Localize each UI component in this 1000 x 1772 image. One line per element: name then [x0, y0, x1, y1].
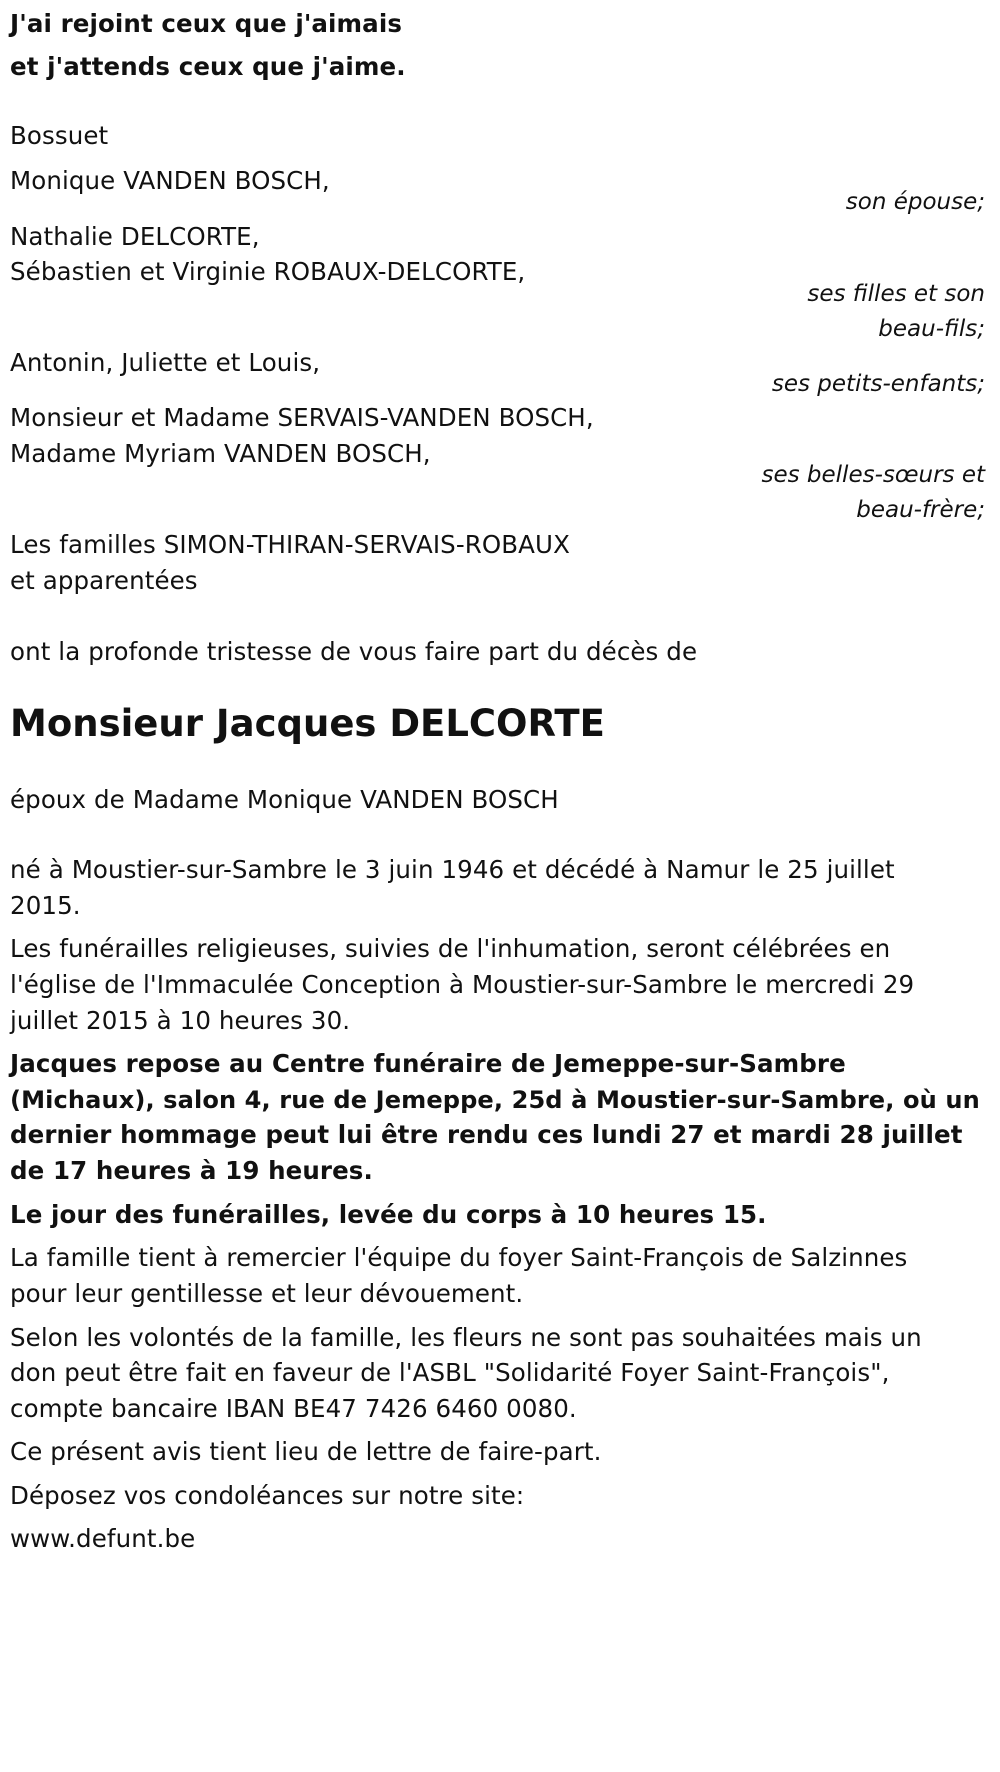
website-link[interactable]: www.defunt.be: [10, 1524, 196, 1553]
service-line-3: juillet 2015 à 10 heures 30.: [10, 1006, 351, 1035]
levee-du-corps: Le jour des funérailles, levée du corps à 10 heures 15.: [10, 1200, 767, 1229]
spouse-relation: son épouse;: [845, 189, 985, 215]
in-laws-line-1: Monsieur et Madame SERVAIS-VANDEN BOSCH,: [10, 403, 594, 432]
grandchildren-relation: ses petits-enfants;: [771, 371, 985, 397]
children-line-1: Nathalie DELCORTE,: [10, 222, 260, 251]
repose-line-3: dernier hommage peut lui être rendu ces lundi 27 et mardi 28 juillet: [10, 1120, 963, 1149]
deceased-name: Monsieur Jacques DELCORTE: [10, 702, 605, 745]
repose-line-1: Jacques repose au Centre funéraire de Jemeppe-sur-Sambre: [10, 1049, 846, 1078]
flowers-line-1: Selon les volontés de la famille, les fleurs ne sont pas souhaitées mais un: [10, 1323, 922, 1352]
notice-text: Ce présent avis tient lieu de lettre de faire-part.: [10, 1437, 602, 1466]
grandchildren-names: Antonin, Juliette et Louis,: [10, 348, 321, 377]
condolences-text: Déposez vos condoléances sur notre site:: [10, 1481, 525, 1510]
thanks-line-2: pour leur gentillesse et leur dévouement.: [10, 1279, 524, 1308]
epigraph-line-1: J'ai rejoint ceux que j'aimais: [10, 9, 402, 38]
epigraph-line-2: et j'attends ceux que j'aime.: [10, 52, 406, 81]
flowers-line-3: compte bancaire IBAN BE47 7426 6460 0080.: [10, 1394, 577, 1423]
thanks-line-1: La famille tient à remercier l'équipe du foyer Saint-François de Salzinnes: [10, 1243, 908, 1272]
flowers-line-2: don peut être fait en faveur de l'ASBL "Solidarité Foyer Saint-François",: [10, 1358, 890, 1387]
spouse-of: époux de Madame Monique VANDEN BOSCH: [10, 785, 559, 814]
spouse-name: Monique VANDEN BOSCH,: [10, 166, 330, 195]
service-line-2: l'église de l'Immaculée Conception à Moustier-sur-Sambre le mercredi 29: [10, 970, 915, 999]
children-line-2: Sébastien et Virginie ROBAUX-DELCORTE,: [10, 257, 526, 286]
children-relation-line-2: beau-fils;: [878, 316, 985, 342]
birth-death-line-2: 2015.: [10, 891, 81, 920]
families-line-1: Les familles SIMON-THIRAN-SERVAIS-ROBAUX: [10, 530, 570, 559]
in-laws-line-2: Madame Myriam VANDEN BOSCH,: [10, 439, 431, 468]
announcement-intro: ont la profonde tristesse de vous faire part du décès de: [10, 637, 698, 666]
place-name: Bossuet: [10, 121, 109, 150]
children-relation-line-1: ses filles et son: [807, 281, 985, 307]
repose-line-4: de 17 heures à 19 heures.: [10, 1156, 373, 1185]
birth-death-line-1: né à Moustier-sur-Sambre le 3 juin 1946 et décédé à Namur le 25 juillet: [10, 855, 895, 884]
obituary-notice: [10, 0, 985, 1772]
repose-line-2: (Michaux), salon 4, rue de Jemeppe, 25d à Moustier-sur-Sambre, où un: [10, 1086, 980, 1114]
in-laws-relation-line-2: beau-frère;: [856, 497, 985, 523]
service-line-1: Les funérailles religieuses, suivies de l'inhumation, seront célébrées en: [10, 934, 891, 963]
families-line-2: et apparentées: [10, 566, 198, 595]
in-laws-relation-line-1: ses belles-sœurs et: [761, 462, 985, 488]
